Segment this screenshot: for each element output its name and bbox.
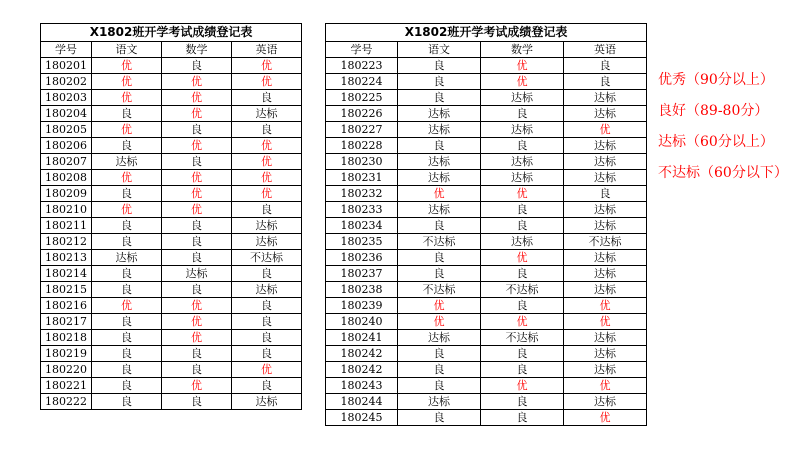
grade-cell: 达标	[564, 394, 647, 410]
grade-cell: 达标	[564, 330, 647, 346]
grade-cell: 达标	[564, 90, 647, 106]
grade-cell: 优	[564, 122, 647, 138]
grade-cell: 良	[162, 394, 232, 410]
grade-cell: 良	[481, 202, 564, 218]
grade-cell: 达标	[564, 106, 647, 122]
grade-cell: 达标	[398, 170, 481, 186]
grade-cell: 良	[92, 282, 162, 298]
grade-cell: 达标	[232, 282, 302, 298]
grade-cell: 达标	[481, 170, 564, 186]
grade-cell: 优	[481, 314, 564, 330]
grade-cell: 优	[92, 74, 162, 90]
student-id-cell: 180217	[41, 314, 92, 330]
table-row	[326, 218, 647, 234]
grade-cell: 不达标	[481, 282, 564, 298]
grade-cell: 达标	[232, 218, 302, 234]
grade-cell: 达标	[92, 250, 162, 266]
student-id-cell: 180213	[41, 250, 92, 266]
table-row	[326, 378, 647, 394]
grade-cell: 优	[481, 58, 564, 74]
student-id-cell: 180206	[41, 138, 92, 154]
table-row	[41, 378, 302, 394]
grade-cell: 优	[92, 298, 162, 314]
student-id-cell: 180220	[41, 362, 92, 378]
grade-cell: 良	[481, 410, 564, 426]
table-row	[326, 330, 647, 346]
student-id-cell: 180219	[41, 346, 92, 362]
grade-cell: 良	[232, 90, 302, 106]
table-row	[41, 170, 302, 186]
grade-cell: 良	[398, 218, 481, 234]
grade-cell: 良	[162, 122, 232, 138]
grade-cell: 良	[398, 346, 481, 362]
table-row	[326, 202, 647, 218]
table-row	[326, 122, 647, 138]
grade-cell: 达标	[481, 122, 564, 138]
grade-cell: 优	[162, 378, 232, 394]
table-row	[326, 154, 647, 170]
student-id-cell: 180237	[326, 266, 398, 282]
grade-cell: 优	[232, 154, 302, 170]
student-id-cell: 180214	[41, 266, 92, 282]
grade-cell: 良	[92, 186, 162, 202]
table-row	[326, 90, 647, 106]
table-title: X1802班开学考试成绩登记表	[326, 24, 647, 42]
grade-cell: 不达标	[232, 250, 302, 266]
grade-cell: 良	[92, 314, 162, 330]
header-row	[326, 42, 647, 58]
column-header: 数学	[481, 42, 564, 58]
student-id-cell: 180236	[326, 250, 398, 266]
table-row	[41, 122, 302, 138]
grade-cell: 良	[481, 298, 564, 314]
grade-cell: 优	[232, 170, 302, 186]
grade-cell: 优	[162, 314, 232, 330]
table-row	[326, 314, 647, 330]
student-id-cell: 180223	[326, 58, 398, 74]
grade-cell: 不达标	[564, 234, 647, 250]
grade-cell: 优	[162, 186, 232, 202]
table-title: X1802班开学考试成绩登记表	[41, 24, 302, 42]
grade-cell: 良	[232, 122, 302, 138]
grade-cell: 优	[92, 122, 162, 138]
student-id-cell: 180240	[326, 314, 398, 330]
grade-cell: 良	[481, 218, 564, 234]
grade-cell: 优	[232, 58, 302, 74]
table-row	[326, 138, 647, 154]
grade-cell: 优	[564, 378, 647, 394]
grade-cell: 良	[564, 74, 647, 90]
student-id-cell: 180244	[326, 394, 398, 410]
table-row	[326, 410, 647, 426]
column-header: 语文	[398, 42, 481, 58]
student-id-cell: 180231	[326, 170, 398, 186]
grade-cell: 良	[481, 106, 564, 122]
grade-cell: 不达标	[398, 282, 481, 298]
table-row	[41, 58, 302, 74]
student-id-cell: 180242	[326, 346, 398, 362]
grade-cell: 良	[162, 250, 232, 266]
grade-cell: 优	[92, 170, 162, 186]
table-row	[326, 362, 647, 378]
grade-cell: 优	[564, 298, 647, 314]
student-id-cell: 180208	[41, 170, 92, 186]
grade-cell: 达标	[398, 330, 481, 346]
grade-cell: 良	[92, 106, 162, 122]
grade-cell: 达标	[232, 234, 302, 250]
table-row	[41, 202, 302, 218]
grade-cell: 达标	[564, 266, 647, 282]
grade-cell: 达标	[398, 154, 481, 170]
grade-cell: 达标	[564, 154, 647, 170]
table-row	[41, 90, 302, 106]
grade-cell: 良	[564, 186, 647, 202]
grade-cell: 达标	[92, 154, 162, 170]
grade-cell: 优	[398, 186, 481, 202]
grade-cell: 达标	[162, 266, 232, 282]
grade-cell: 良	[162, 58, 232, 74]
grade-cell: 良	[481, 394, 564, 410]
legend-fail: 不达标（60分以下）	[658, 165, 788, 181]
grade-table-right	[325, 23, 647, 426]
grade-legend	[658, 70, 788, 194]
grade-cell: 良	[162, 218, 232, 234]
grade-cell: 良	[232, 330, 302, 346]
grade-cell: 良	[564, 58, 647, 74]
grade-cell: 达标	[564, 346, 647, 362]
table-row	[326, 266, 647, 282]
grade-cell: 达标	[398, 122, 481, 138]
grade-cell: 达标	[564, 138, 647, 154]
table-row	[41, 74, 302, 90]
grade-cell: 良	[481, 266, 564, 282]
grade-cell: 良	[232, 202, 302, 218]
grade-cell: 良	[92, 362, 162, 378]
grade-cell: 良	[398, 410, 481, 426]
column-header: 英语	[232, 42, 302, 58]
grade-cell: 优	[481, 378, 564, 394]
grade-cell: 达标	[564, 362, 647, 378]
header-row	[41, 42, 302, 58]
student-id-cell: 180210	[41, 202, 92, 218]
table-row	[326, 346, 647, 362]
table-row	[41, 266, 302, 282]
student-id-cell: 180226	[326, 106, 398, 122]
grade-cell: 优	[398, 298, 481, 314]
grade-cell: 良	[481, 362, 564, 378]
student-id-cell: 180205	[41, 122, 92, 138]
grade-cell: 良	[398, 138, 481, 154]
grade-cell: 良	[92, 218, 162, 234]
grade-cell: 达标	[481, 234, 564, 250]
grade-cell: 不达标	[398, 234, 481, 250]
student-id-cell: 180233	[326, 202, 398, 218]
table-row	[41, 106, 302, 122]
grade-cell: 良	[92, 346, 162, 362]
legend-good: 良好（89-80分）	[658, 103, 769, 119]
student-id-cell: 180216	[41, 298, 92, 314]
grade-cell: 优	[232, 74, 302, 90]
student-id-cell: 180201	[41, 58, 92, 74]
grade-cell: 良	[162, 154, 232, 170]
student-id-cell: 180204	[41, 106, 92, 122]
grade-cell: 良	[92, 266, 162, 282]
grade-cell: 良	[398, 362, 481, 378]
table-row	[41, 394, 302, 410]
grade-cell: 达标	[564, 218, 647, 234]
student-id-cell: 180239	[326, 298, 398, 314]
grade-cell: 优	[92, 58, 162, 74]
table-row	[326, 58, 647, 74]
table-row	[41, 218, 302, 234]
grade-cell: 良	[92, 138, 162, 154]
grade-cell: 良	[92, 378, 162, 394]
column-header: 学号	[326, 42, 398, 58]
grade-cell: 良	[232, 298, 302, 314]
table-row	[41, 154, 302, 170]
column-header: 学号	[41, 42, 92, 58]
grade-cell: 达标	[398, 394, 481, 410]
student-id-cell: 180232	[326, 186, 398, 202]
table-row	[326, 74, 647, 90]
grade-cell: 良	[398, 266, 481, 282]
grade-cell: 优	[162, 138, 232, 154]
student-id-cell: 180235	[326, 234, 398, 250]
grade-cell: 优	[162, 330, 232, 346]
student-id-cell: 180230	[326, 154, 398, 170]
column-header: 语文	[92, 42, 162, 58]
grade-cell: 达标	[398, 202, 481, 218]
grade-cell: 不达标	[481, 330, 564, 346]
grade-cell: 达标	[564, 282, 647, 298]
grade-cell: 优	[162, 90, 232, 106]
grade-cell: 良	[162, 362, 232, 378]
student-id-cell: 180211	[41, 218, 92, 234]
student-id-cell: 180207	[41, 154, 92, 170]
grade-cell: 良	[398, 378, 481, 394]
table-row	[41, 282, 302, 298]
grade-cell: 达标	[564, 170, 647, 186]
table-row	[326, 106, 647, 122]
table-row	[326, 282, 647, 298]
grade-cell: 优	[162, 202, 232, 218]
grade-cell: 优	[92, 90, 162, 106]
table-row	[41, 138, 302, 154]
grade-cell: 达标	[398, 106, 481, 122]
table-row	[326, 234, 647, 250]
legend-pass: 达标（60分以上）	[658, 134, 774, 150]
grade-cell: 优	[232, 138, 302, 154]
column-header: 英语	[564, 42, 647, 58]
grade-cell: 优	[481, 74, 564, 90]
grade-cell: 良	[481, 346, 564, 362]
grade-table-left	[40, 23, 302, 410]
grade-cell: 良	[92, 330, 162, 346]
student-id-cell: 180221	[41, 378, 92, 394]
student-id-cell: 180212	[41, 234, 92, 250]
grade-cell: 优	[162, 106, 232, 122]
student-id-cell: 180241	[326, 330, 398, 346]
grade-cell: 良	[232, 266, 302, 282]
grade-cell: 优	[564, 314, 647, 330]
grade-cell: 达标	[481, 90, 564, 106]
table-row	[326, 250, 647, 266]
student-id-cell: 180215	[41, 282, 92, 298]
student-id-cell: 180242	[326, 362, 398, 378]
grade-cell: 达标	[564, 250, 647, 266]
grade-cell: 良	[162, 346, 232, 362]
table-row	[41, 346, 302, 362]
table-row	[326, 170, 647, 186]
student-id-cell: 180227	[326, 122, 398, 138]
grade-cell: 良	[162, 282, 232, 298]
student-id-cell: 180202	[41, 74, 92, 90]
table-row	[41, 330, 302, 346]
student-id-cell: 180222	[41, 394, 92, 410]
table-row	[41, 362, 302, 378]
grade-cell: 优	[398, 314, 481, 330]
grade-cell: 良	[162, 234, 232, 250]
grade-cell: 良	[398, 250, 481, 266]
student-id-cell: 180225	[326, 90, 398, 106]
legend-excellent: 优秀（90分以上）	[658, 72, 774, 88]
student-id-cell: 180203	[41, 90, 92, 106]
grade-cell: 优	[162, 74, 232, 90]
grade-cell: 良	[232, 378, 302, 394]
table-row	[326, 298, 647, 314]
grade-cell: 良	[481, 138, 564, 154]
grade-cell: 优	[162, 298, 232, 314]
grade-cell: 良	[398, 58, 481, 74]
grade-cell: 达标	[232, 106, 302, 122]
student-id-cell: 180209	[41, 186, 92, 202]
grade-cell: 优	[162, 170, 232, 186]
grade-cell: 优	[481, 250, 564, 266]
student-id-cell: 180218	[41, 330, 92, 346]
grade-cell: 良	[232, 314, 302, 330]
student-id-cell: 180234	[326, 218, 398, 234]
grade-cell: 优	[92, 202, 162, 218]
table-row	[41, 314, 302, 330]
column-header: 数学	[162, 42, 232, 58]
table-row	[41, 250, 302, 266]
grade-cell: 良	[92, 394, 162, 410]
grade-cell: 达标	[564, 202, 647, 218]
student-id-cell: 180243	[326, 378, 398, 394]
grade-cell: 达标	[481, 154, 564, 170]
table-row	[326, 394, 647, 410]
table-row	[41, 234, 302, 250]
grade-cell: 优	[481, 186, 564, 202]
student-id-cell: 180228	[326, 138, 398, 154]
table-row	[41, 298, 302, 314]
grade-cell: 良	[398, 90, 481, 106]
grade-cell: 良	[232, 346, 302, 362]
student-id-cell: 180238	[326, 282, 398, 298]
grade-cell: 优	[564, 410, 647, 426]
grade-cell: 达标	[232, 394, 302, 410]
table-row	[326, 186, 647, 202]
student-id-cell: 180245	[326, 410, 398, 426]
grade-cell: 良	[92, 234, 162, 250]
grade-cell: 优	[232, 186, 302, 202]
grade-cell: 优	[232, 362, 302, 378]
student-id-cell: 180224	[326, 74, 398, 90]
table-row	[41, 186, 302, 202]
grade-cell: 良	[398, 74, 481, 90]
